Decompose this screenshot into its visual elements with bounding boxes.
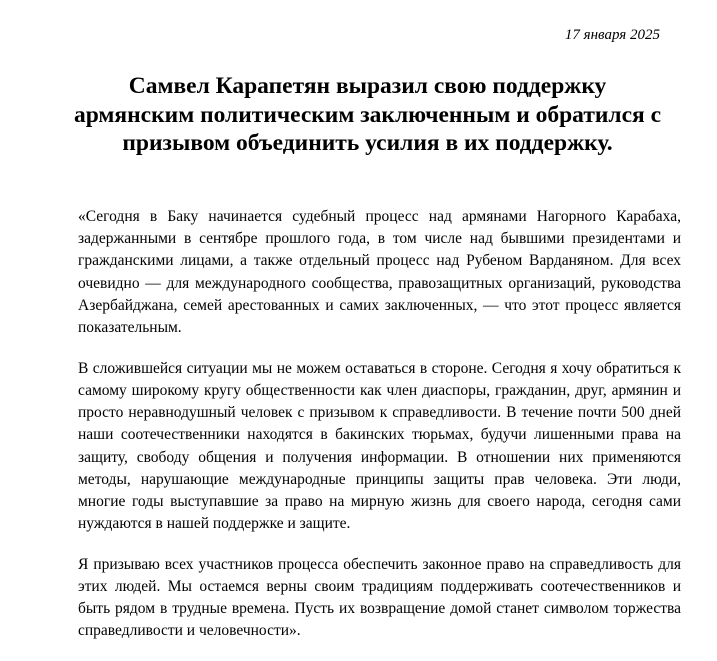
paragraph-1: «Сегодня в Баку начинается судебный процесс над армянами Нагорного Карабаха, задержанными в сентябре прошлого года, в том числе над бывшими президентами и гражданскими лицами, а также отдельный процесс над Рубеном Варданяном. Для всех очевидно — для международного сообщества, правозащитных организаций, руководства Азербайджана, семей арестованных и самих заключенных, — что этот процесс является показательным. <box>78 208 681 337</box>
article-body <box>78 206 681 661</box>
paragraph-2: В сложившейся ситуации мы не можем оставаться в стороне. Сегодня я хочу обратиться к самому широкому кругу общественности как член диаспоры, гражданин, друг, армянин и просто неравнодушный человек с призывом к справедливости. В течение почти 500 дней наши соотечественники находятся в бакинских тюрьмах, будучи лишенными права на защиту, свободу общения и получения информации. В отношении них применяются методы, нарушающие международные принципы защиты прав человека. Эти люди, многие годы выступавшие за право на мирную жизнь для своего народа, сегодня сами нуждаются в нашей поддержке и защите. <box>78 359 681 533</box>
paragraph-3: Я призываю всех участников процесса обеспечить законное право на справедливость для этих людей. Мы остаемся верны своим традициям поддерживать соотечественников и быть рядом в трудные времена. Пусть их возвращение домой станет символом торжества справедливости и человечности». <box>78 555 681 640</box>
article-title: Самвел Карапетян выразил свою поддержку армянским политическим заключенным и обратился с призывом объединить усилия в их поддержку. <box>73 73 662 156</box>
publication-date: 17 января 2025 <box>564 27 660 43</box>
